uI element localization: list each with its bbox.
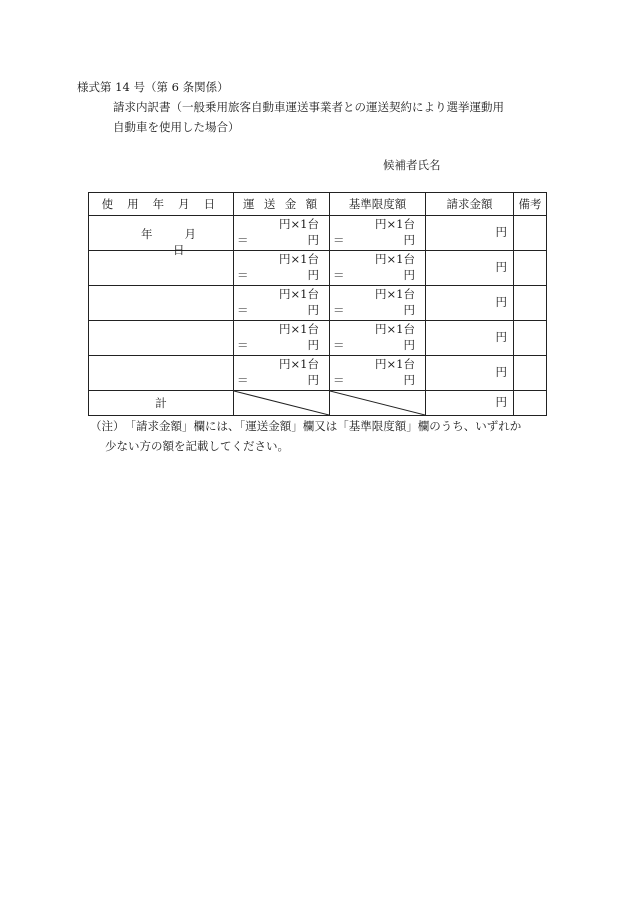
total-remarks-cell <box>514 391 547 416</box>
candidate-name-label: 候補者氏名 <box>383 158 441 172</box>
total-request-cell <box>426 391 514 416</box>
month-label: 月 <box>184 227 196 241</box>
claim-breakdown-table <box>88 192 547 416</box>
limit-cell[interactable] <box>330 216 426 251</box>
remarks-cell[interactable] <box>514 286 547 321</box>
limit-equals: ＝ <box>333 338 345 352</box>
fare-equals: ＝ <box>237 373 249 387</box>
limit-yen: 円 <box>403 233 415 247</box>
total-request-yen: 円 <box>495 395 507 409</box>
limit-cell[interactable] <box>330 321 426 356</box>
column-header-usage-date: 使 用 年 月 日 <box>89 193 234 216</box>
fare-cell[interactable] <box>234 321 330 356</box>
fare-unit: 円×1台 <box>279 357 319 371</box>
usage-date-cell[interactable] <box>89 321 234 356</box>
table-row <box>89 286 547 321</box>
day-label: 日 <box>173 243 185 257</box>
limit-unit: 円×1台 <box>375 287 415 301</box>
column-header-limit: 基準限度額 <box>330 193 426 216</box>
fare-cell[interactable] <box>234 286 330 321</box>
limit-equals: ＝ <box>333 373 345 387</box>
fare-cell[interactable] <box>234 356 330 391</box>
request-cell[interactable] <box>426 251 514 286</box>
limit-yen: 円 <box>403 338 415 352</box>
year-label: 年 <box>141 227 153 241</box>
usage-date-cell[interactable] <box>89 251 234 286</box>
fare-equals: ＝ <box>237 268 249 282</box>
table-row <box>89 216 547 251</box>
limit-yen: 円 <box>403 303 415 317</box>
request-yen: 円 <box>495 295 507 309</box>
limit-yen: 円 <box>403 268 415 282</box>
limit-cell[interactable] <box>330 286 426 321</box>
limit-yen: 円 <box>403 373 415 387</box>
fare-yen: 円 <box>307 373 319 387</box>
total-label: 計 <box>89 391 234 416</box>
table-row <box>89 321 547 356</box>
fare-yen: 円 <box>307 268 319 282</box>
request-cell[interactable] <box>426 321 514 356</box>
limit-cell[interactable] <box>330 251 426 286</box>
note-line2: 少ない方の額を記載してください。 <box>105 439 289 453</box>
limit-unit: 円×1台 <box>375 322 415 336</box>
diagonal-slash-icon <box>330 391 425 415</box>
fare-unit: 円×1台 <box>279 287 319 301</box>
total-fare-cell <box>234 391 330 416</box>
fare-unit: 円×1台 <box>279 322 319 336</box>
fare-yen: 円 <box>307 233 319 247</box>
table-row <box>89 356 547 391</box>
column-header-fare: 運 送 金 額 <box>234 193 330 216</box>
usage-date-cell[interactable] <box>89 356 234 391</box>
fare-equals: ＝ <box>237 233 249 247</box>
fare-yen: 円 <box>307 303 319 317</box>
table-row <box>89 251 547 286</box>
total-row <box>89 391 547 416</box>
fare-unit: 円×1台 <box>279 217 319 231</box>
limit-unit: 円×1台 <box>375 217 415 231</box>
limit-cell[interactable] <box>330 356 426 391</box>
diagonal-slash-icon <box>234 391 329 415</box>
limit-unit: 円×1台 <box>375 252 415 266</box>
fare-equals: ＝ <box>237 338 249 352</box>
request-cell[interactable] <box>426 356 514 391</box>
limit-equals: ＝ <box>333 233 345 247</box>
request-yen: 円 <box>495 330 507 344</box>
usage-date-cell[interactable] <box>89 286 234 321</box>
remarks-cell[interactable] <box>514 216 547 251</box>
request-cell[interactable] <box>426 286 514 321</box>
note-line1: （注） 「請求金額」欄には、「運送金額」欄又は「基準限度額」欄のうち、いずれか <box>90 419 522 433</box>
column-header-remarks: 備考 <box>514 193 547 216</box>
fare-cell[interactable] <box>234 251 330 286</box>
table-header-row <box>89 193 547 216</box>
limit-equals: ＝ <box>333 303 345 317</box>
fare-yen: 円 <box>307 338 319 352</box>
request-cell[interactable] <box>426 216 514 251</box>
document-title-line2: 自動車を使用した場合） <box>113 120 240 134</box>
request-yen: 円 <box>495 260 507 274</box>
fare-cell[interactable] <box>234 216 330 251</box>
remarks-cell[interactable] <box>514 356 547 391</box>
remarks-cell[interactable] <box>514 251 547 286</box>
limit-unit: 円×1台 <box>375 357 415 371</box>
document-title-line1: 請求内訳書（一般乗用旅客自動車運送事業者との運送契約により選挙運動用 <box>113 100 504 114</box>
form-number: 様式第 14 号（第 6 条関係） <box>77 80 229 94</box>
fare-unit: 円×1台 <box>279 252 319 266</box>
column-header-request: 請求金額 <box>426 193 514 216</box>
limit-equals: ＝ <box>333 268 345 282</box>
request-yen: 円 <box>495 365 507 379</box>
total-limit-cell <box>330 391 426 416</box>
fare-equals: ＝ <box>237 303 249 317</box>
request-yen: 円 <box>495 225 507 239</box>
usage-date-cell[interactable] <box>89 216 234 257</box>
remarks-cell[interactable] <box>514 321 547 356</box>
